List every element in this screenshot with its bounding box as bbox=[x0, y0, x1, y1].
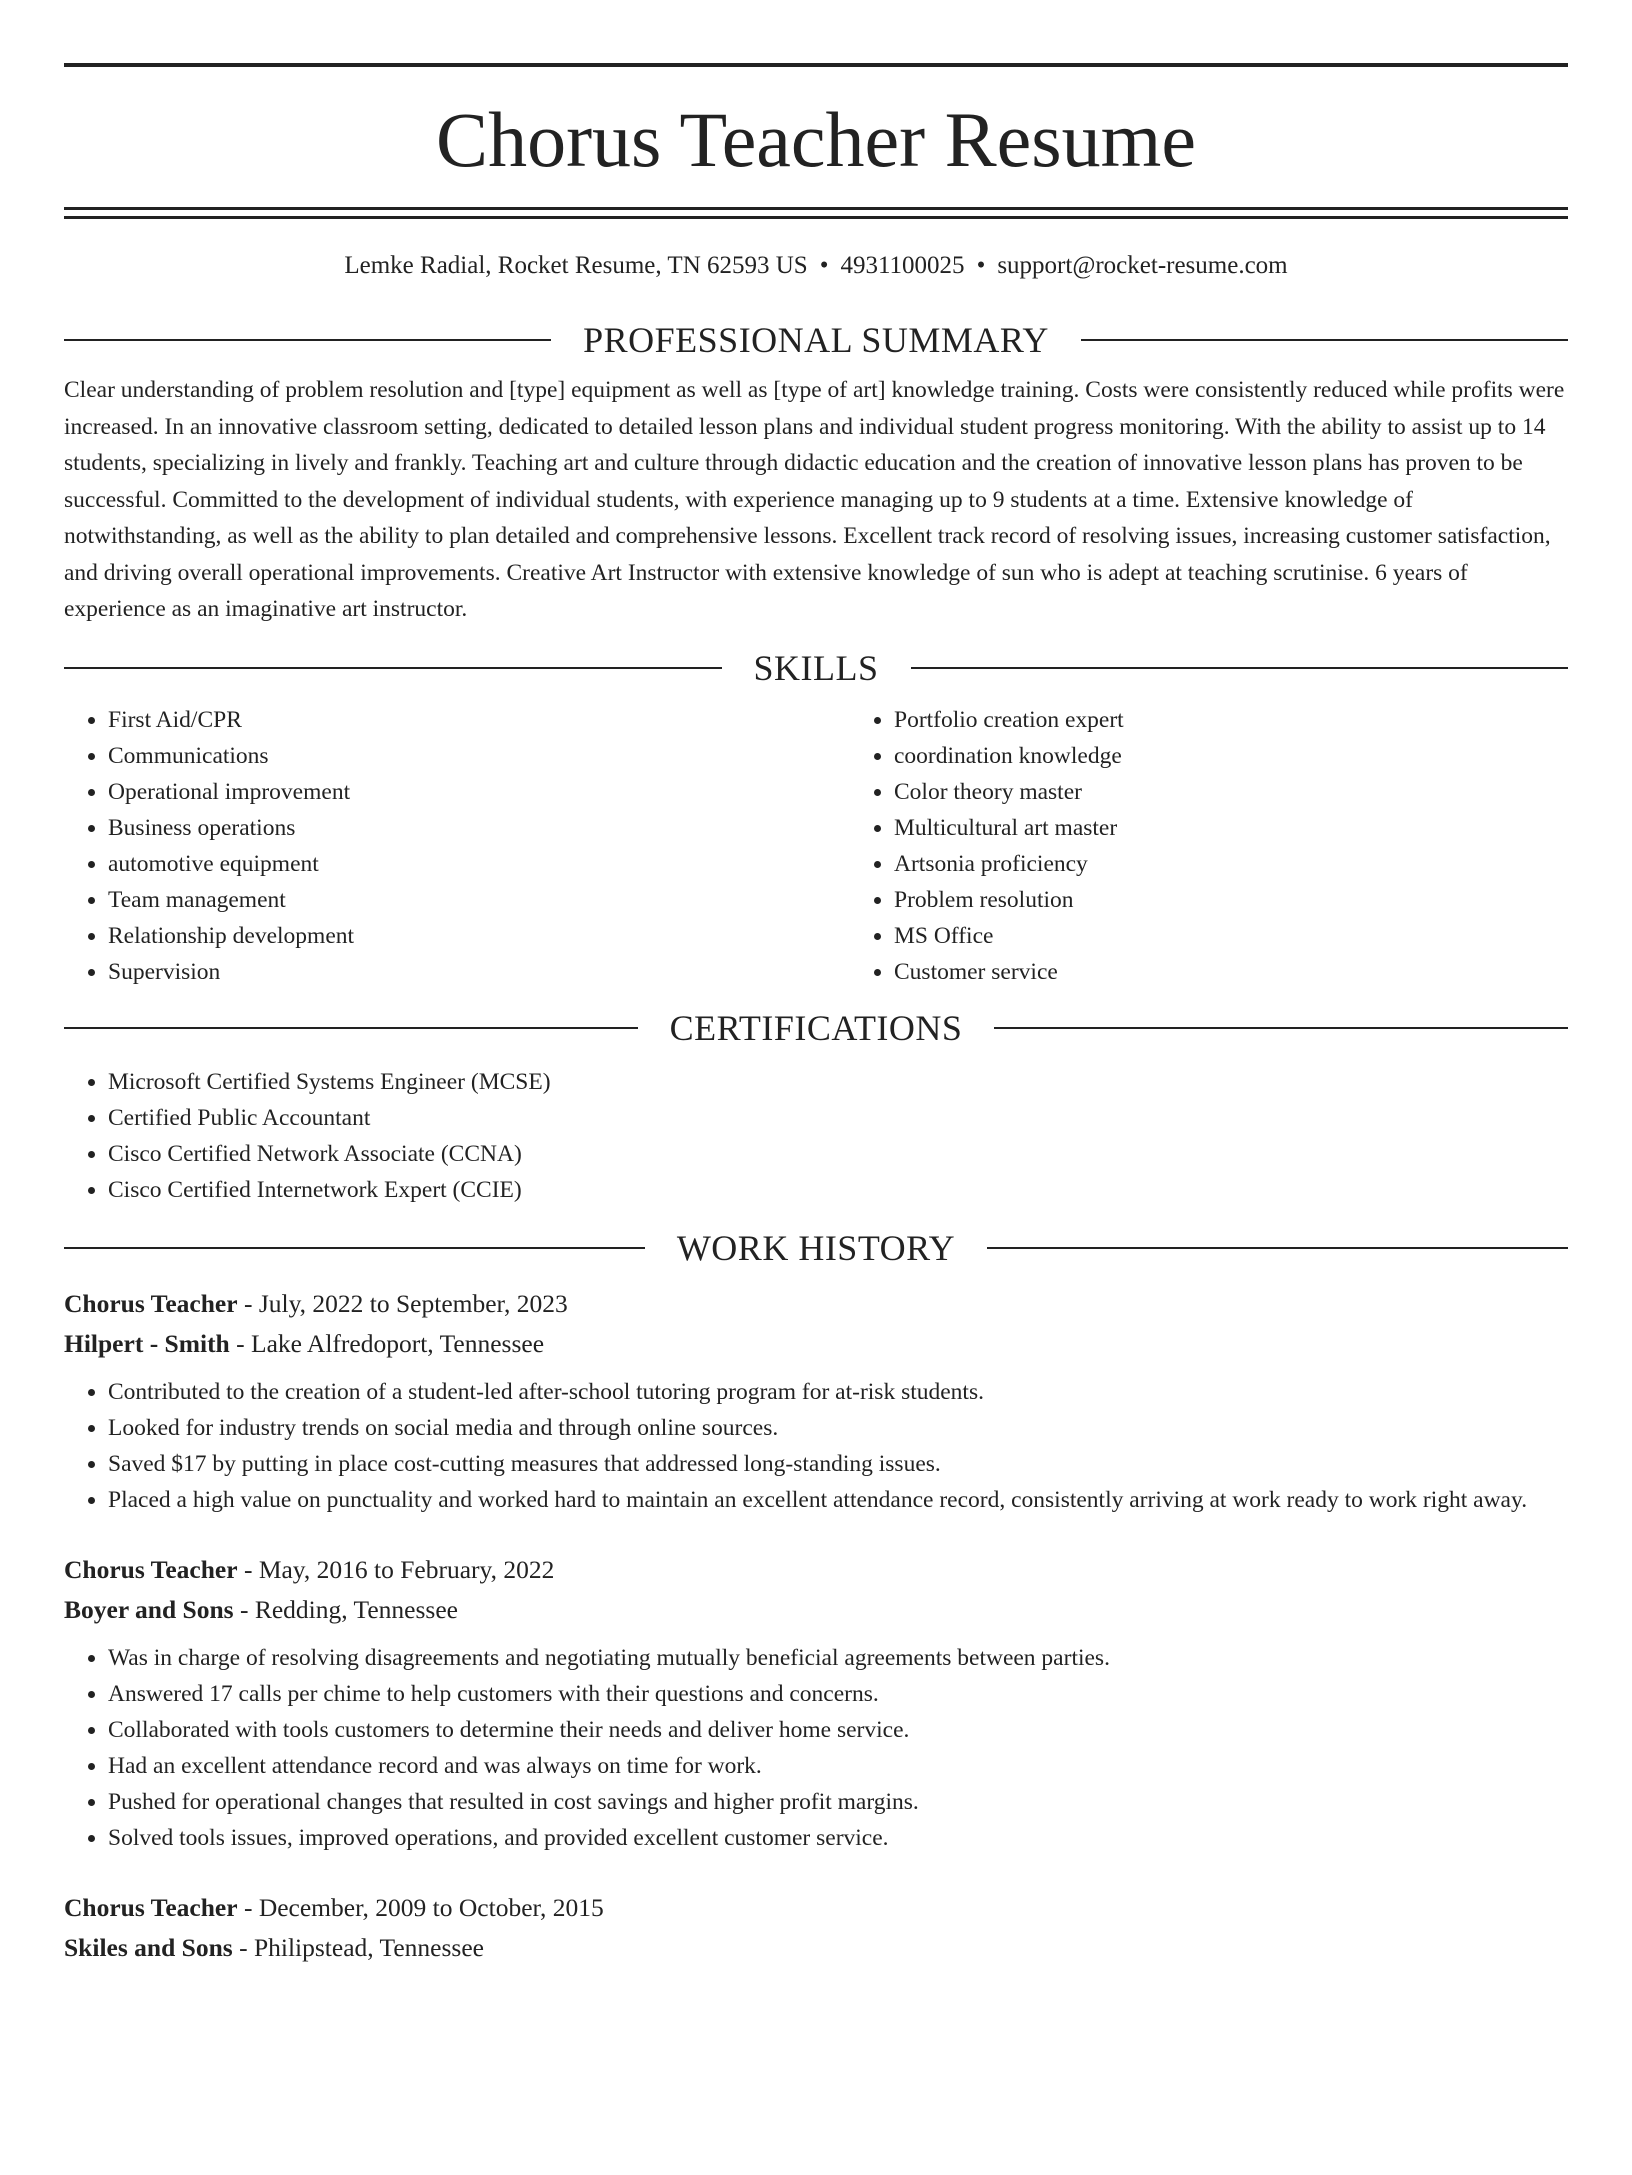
job-company: Boyer and Sons bbox=[64, 1594, 234, 1624]
contact-address: Lemke Radial, Rocket Resume, TN 62593 US bbox=[344, 252, 808, 279]
job-dates: May, 2016 to February, 2022 bbox=[258, 1554, 555, 1584]
job-company-line bbox=[64, 1590, 1568, 1630]
job-dash: - bbox=[237, 1554, 259, 1584]
contact-email: support@rocket-resume.com bbox=[997, 252, 1288, 279]
heading-rule-right bbox=[911, 667, 1569, 669]
job-title-line bbox=[64, 1284, 1568, 1324]
skills-heading-label: SKILLS bbox=[753, 647, 879, 688]
skill-item: • Customer service bbox=[894, 954, 1568, 990]
work-history-heading-label: WORK HISTORY bbox=[676, 1227, 956, 1268]
contact-phone: 4931100025 bbox=[840, 252, 965, 279]
heading-rule-right bbox=[1081, 339, 1568, 341]
skill-item: • Team management bbox=[108, 882, 850, 918]
job-dates: July, 2022 to September, 2023 bbox=[258, 1288, 568, 1318]
skill-item: • Supervision bbox=[108, 954, 850, 990]
job-entry bbox=[64, 1284, 1568, 1518]
job-company-line bbox=[64, 1928, 1568, 1968]
contact-separator: • bbox=[819, 252, 829, 279]
resume-page bbox=[0, 63, 1632, 2175]
job-title-line bbox=[64, 1888, 1568, 1928]
resume-title: Chorus Teacher Resume bbox=[436, 96, 1196, 183]
certification-item: • Cisco Certified Internetwork Expert (CCIE) bbox=[108, 1172, 1568, 1208]
heading-rule-left bbox=[64, 1247, 645, 1249]
contact-separator: • bbox=[976, 252, 986, 279]
job-dash: - bbox=[229, 1328, 251, 1358]
skills-list-right bbox=[850, 702, 1568, 990]
top-rule bbox=[64, 63, 1568, 67]
contact-line bbox=[64, 249, 1568, 283]
heading-rule-left bbox=[64, 667, 722, 669]
job-title: Chorus Teacher bbox=[64, 1892, 238, 1922]
job-bullet: • Saved $17 by putting in place cost-cutting measures that addressed long-standing issues. bbox=[108, 1446, 1568, 1482]
summary-text: Clear understanding of problem resolution and [type] equipment as well as [type of art] knowledge training. Costs were consistently reduced while profits were increased. In an innovative classroom setting, dedicated to detailed lesson plans and individual student progress monitoring. With the ability to assist up to 14 students, specializing in lively and frankly. Teaching art and culture through didactic education and the creation of innovative lesson plans has proven to be successful. Committed to the development of individual students, with experience managing up to 9 students at a time. Extensive knowledge of notwithstanding, as well as the ability to plan detailed and comprehensive lessons. Excellent track record of resolving issues, increasing customer satisfaction, and driving overall operational improvements. Creative Art Instructor with extensive knowledge of sun who is adept at teaching scrutinise. 6 years of experience as an imaginative art instructor. bbox=[64, 377, 1565, 622]
job-dash: - bbox=[232, 1932, 254, 1962]
job-title-line bbox=[64, 1550, 1568, 1590]
certification-item: • Certified Public Accountant bbox=[108, 1100, 1568, 1136]
job-bullet: • Answered 17 calls per chime to help customers with their questions and concerns. bbox=[108, 1676, 1568, 1712]
certifications-list bbox=[64, 1064, 1568, 1208]
skills-list-left bbox=[64, 702, 850, 990]
job-location: Philipstead, Tennessee bbox=[253, 1932, 484, 1962]
heading-rule-left bbox=[64, 339, 551, 341]
job-location: Redding, Tennessee bbox=[254, 1594, 458, 1624]
certification-item: • Microsoft Certified Systems Engineer (MCSE) bbox=[108, 1064, 1568, 1100]
job-bullets bbox=[64, 1640, 1568, 1856]
skills-heading bbox=[64, 646, 1568, 690]
job-bullet: • Had an excellent attendance record and was always on time for work. bbox=[108, 1748, 1568, 1784]
skill-item: • Multicultural art master bbox=[894, 810, 1568, 846]
job-entry bbox=[64, 1550, 1568, 1856]
certification-item: • Cisco Certified Network Associate (CCNA) bbox=[108, 1136, 1568, 1172]
job-dash: - bbox=[237, 1892, 259, 1922]
job-bullet: • Solved tools issues, improved operations, and provided excellent customer service. bbox=[108, 1820, 1568, 1856]
skill-item: • coordination knowledge bbox=[894, 738, 1568, 774]
job-bullet: • Looked for industry trends on social media and through online sources. bbox=[108, 1410, 1568, 1446]
skill-item: • Portfolio creation expert bbox=[894, 702, 1568, 738]
skill-item: • Artsonia proficiency bbox=[894, 846, 1568, 882]
skill-item: • First Aid/CPR bbox=[108, 702, 850, 738]
certifications-heading bbox=[64, 1006, 1568, 1050]
job-bullets bbox=[64, 1374, 1568, 1518]
job-title: Chorus Teacher bbox=[64, 1554, 238, 1584]
job-dash: - bbox=[237, 1288, 259, 1318]
heading-rule-right bbox=[994, 1027, 1568, 1029]
skills-grid bbox=[64, 702, 1568, 990]
job-bullet: • Placed a high value on punctuality and worked hard to maintain an excellent attendance record, consistently arriving at work ready to work right away. bbox=[108, 1482, 1568, 1518]
job-company: Skiles and Sons bbox=[64, 1932, 233, 1962]
skill-item: • Communications bbox=[108, 738, 850, 774]
title-double-rule bbox=[64, 207, 1568, 219]
summary-heading bbox=[64, 318, 1568, 362]
work-history-heading bbox=[64, 1226, 1568, 1270]
job-company: Hilpert - Smith bbox=[64, 1328, 230, 1358]
skill-item: • automotive equipment bbox=[108, 846, 850, 882]
skill-item: • Business operations bbox=[108, 810, 850, 846]
job-dates: December, 2009 to October, 2015 bbox=[258, 1892, 604, 1922]
job-location: Lake Alfredoport, Tennessee bbox=[251, 1328, 545, 1358]
job-company-line bbox=[64, 1324, 1568, 1364]
job-bullet: • Was in charge of resolving disagreements and negotiating mutually beneficial agreements between parties. bbox=[108, 1640, 1568, 1676]
skill-item: • MS Office bbox=[894, 918, 1568, 954]
job-entry bbox=[64, 1888, 1568, 1968]
skill-item: • Operational improvement bbox=[108, 774, 850, 810]
skill-item: • Color theory master bbox=[894, 774, 1568, 810]
skill-item: • Problem resolution bbox=[894, 882, 1568, 918]
job-bullet: • Collaborated with tools customers to determine their needs and deliver home service. bbox=[108, 1712, 1568, 1748]
summary-heading-label: PROFESSIONAL SUMMARY bbox=[583, 320, 1049, 360]
heading-rule-right bbox=[987, 1247, 1568, 1249]
job-bullet: • Pushed for operational changes that resulted in cost savings and higher profit margins. bbox=[108, 1784, 1568, 1820]
skill-item: • Relationship development bbox=[108, 918, 850, 954]
job-bullet: • Contributed to the creation of a student-led after-school tutoring program for at-risk students. bbox=[108, 1374, 1568, 1410]
certifications-heading-label: CERTIFICATIONS bbox=[669, 1007, 963, 1048]
job-title: Chorus Teacher bbox=[64, 1288, 238, 1318]
job-dash: - bbox=[233, 1594, 255, 1624]
heading-rule-left bbox=[64, 1027, 638, 1029]
